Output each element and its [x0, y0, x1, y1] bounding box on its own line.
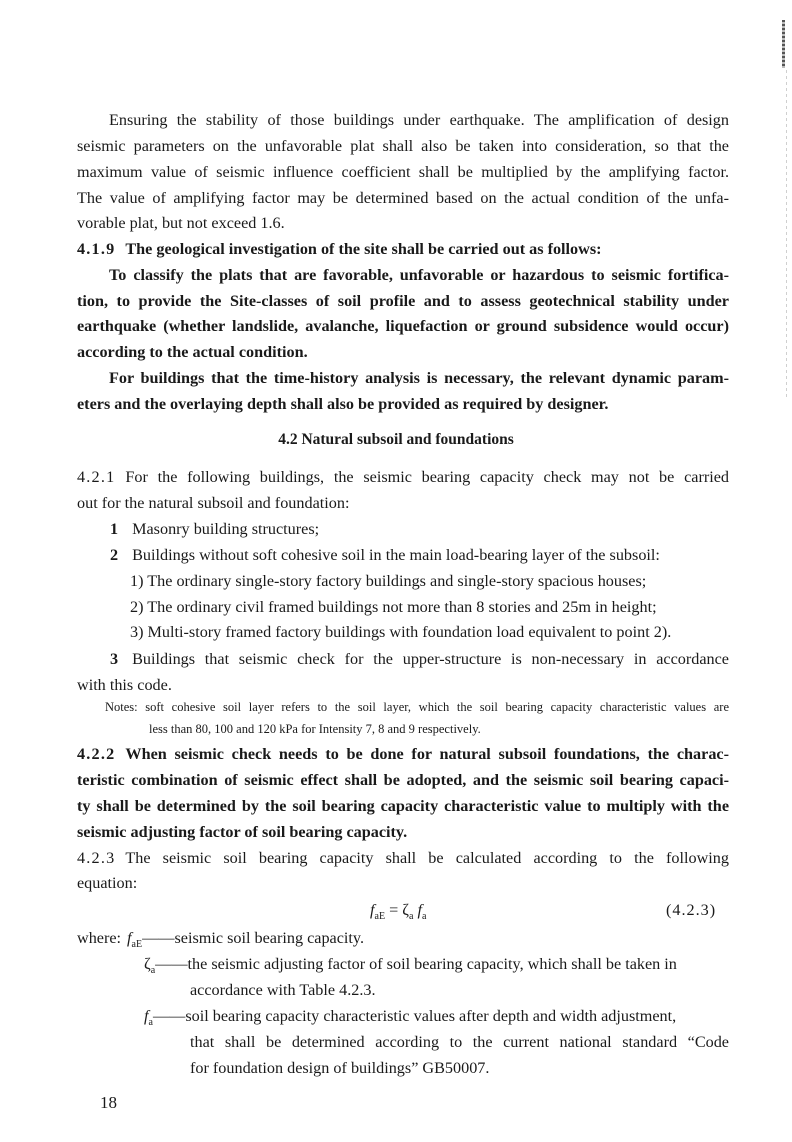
eq-symbol: f: [413, 901, 422, 919]
clause-4-2-1-line: [77, 467, 729, 487]
section-heading-4-2: 4.2 Natural subsoil and foundations: [278, 431, 514, 448]
eq-subscript: a: [421, 911, 427, 923]
list-item: [110, 519, 319, 539]
list-item-text: Buildings without soft cohesive soil in the main load-bearing layer of the subsoil:: [132, 546, 660, 564]
list-item-number: 1: [110, 520, 119, 538]
list-item-text: Masonry building structures;: [132, 520, 320, 538]
list-item-number: 3: [110, 650, 119, 668]
clause-number: 4.1.9: [77, 240, 116, 258]
note-line: Notes: soft cohesive soil layer refers to the soil layer, which the soil bearing capacity characteristic values are: [105, 700, 729, 714]
clause-4-2-2-line: [77, 744, 729, 764]
eq-symbol: f: [370, 901, 375, 919]
list-item-number: 2: [110, 546, 119, 564]
clause-line: earthquake (whether landslide, avalanche, liquefaction or ground subsidence would occur): [77, 317, 729, 335]
clause-line: seismic adjusting factor of soil bearing capacity.: [77, 823, 408, 841]
list-item-text: Buildings that seismic check for the upper-structure is non-necessary in accordance: [132, 650, 729, 668]
clause-4-1-9-heading: [77, 239, 602, 259]
clause-text: The seismic soil bearing capacity shall be calculated according to the following: [125, 849, 729, 867]
definition-text: ——the seismic adjusting factor of soil bearing capacity, which shall be taken in: [155, 955, 677, 973]
clause-line: according to the actual condition.: [77, 343, 308, 361]
clause-line: eters and the overlaying depth shall also be provided as required by designer.: [77, 395, 609, 413]
symbol-letter: f: [127, 929, 132, 947]
sub-list-item: 2) The ordinary civil framed buildings not more than 8 stories and 25m in height;: [130, 598, 657, 616]
paragraph-line: The value of amplifying factor may be determined based on the actual condition of the unfa-: [77, 189, 729, 207]
paragraph-line: maximum value of seismic influence coefficient shall be multiplied by the amplifying factor.: [77, 163, 729, 181]
definition-row: [77, 928, 364, 955]
sub-list-item: 3) Multi-story framed factory buildings with foundation load equivalent to point 2).: [130, 623, 672, 641]
paragraph-line: Ensuring the stability of those buildings under earthquake. The amplification of design: [109, 111, 729, 129]
symbol-subscript: a: [150, 965, 156, 977]
scan-edge-line: [786, 70, 787, 400]
where-label: where:: [77, 929, 122, 947]
equation-number: (4.2.3): [666, 901, 717, 919]
definition-continuation: for foundation design of buildings” GB50007.: [190, 1059, 490, 1077]
list-item-continuation: with this code.: [77, 676, 172, 694]
definition-continuation: accordance with Table 4.2.3.: [190, 981, 376, 999]
list-item: [110, 545, 660, 565]
clause-line: For buildings that the time-history analysis is necessary, the relevant dynamic param-: [109, 369, 729, 387]
definition-symbol: [144, 955, 156, 977]
definition-text: ——seismic soil bearing capacity.: [142, 929, 365, 947]
clause-text: When seismic check needs to be done for natural subsoil foundations, the charac-: [125, 745, 729, 763]
clause-4-2-3-line: [77, 848, 729, 868]
eq-subscript: aE: [374, 911, 386, 923]
symbol-letter: ζ: [144, 955, 151, 973]
symbol-letter: f: [144, 1007, 149, 1025]
clause-line: out for the natural subsoil and foundation:: [77, 494, 350, 512]
paragraph-line: seismic parameters on the unfavorable plat shall also be taken into consideration, so that the: [77, 137, 729, 155]
definition-text: ——soil bearing capacity characteristic values after depth and width adjustment,: [152, 1007, 677, 1025]
clause-line: equation:: [77, 874, 138, 892]
scan-edge-mark: [782, 20, 785, 68]
equation: [370, 900, 426, 927]
symbol-subscript: a: [148, 1017, 153, 1029]
clause-number: 4.2.2: [77, 745, 116, 763]
symbol-subscript: aE: [131, 939, 143, 951]
clause-line: teristic combination of seismic effect shall be adopted, and the seismic soil bearing capaci-: [77, 771, 729, 789]
note-line: less than 80, 100 and 120 kPa for Intensity 7, 8 and 9 respectively.: [149, 722, 481, 736]
clause-text: The geological investigation of the site shall be carried out as follows:: [125, 240, 602, 258]
page-number: 18: [100, 1093, 117, 1112]
clause-text: For the following buildings, the seismic bearing capacity check may not be carried: [125, 468, 729, 486]
clause-line: ty shall be determined by the soil bearing capacity characteristic value to multiply with the: [77, 797, 729, 815]
definition-row: [144, 954, 677, 981]
clause-number: 4.2.1: [77, 468, 116, 486]
definition-continuation: that shall be determined according to the current national standard “Code: [190, 1033, 729, 1051]
eq-subscript: a: [408, 911, 414, 923]
list-item: [110, 649, 729, 669]
sub-list-item: 1) The ordinary single-story factory buildings and single-story spacious houses;: [130, 572, 647, 590]
eq-symbol: = ζ: [385, 901, 409, 919]
definition-row: [144, 1006, 676, 1033]
clause-line: To classify the plats that are favorable, unfavorable or hazardous to seismic fortifica-: [109, 266, 729, 284]
definition-symbol: [144, 1007, 153, 1029]
definition-symbol: [127, 929, 143, 951]
clause-line: tion, to provide the Site-classes of soil profile and to assess geotechnical stability under: [77, 292, 729, 310]
paragraph-line: vorable plat, but not exceed 1.6.: [77, 214, 285, 232]
clause-number: 4.2.3: [77, 849, 116, 867]
